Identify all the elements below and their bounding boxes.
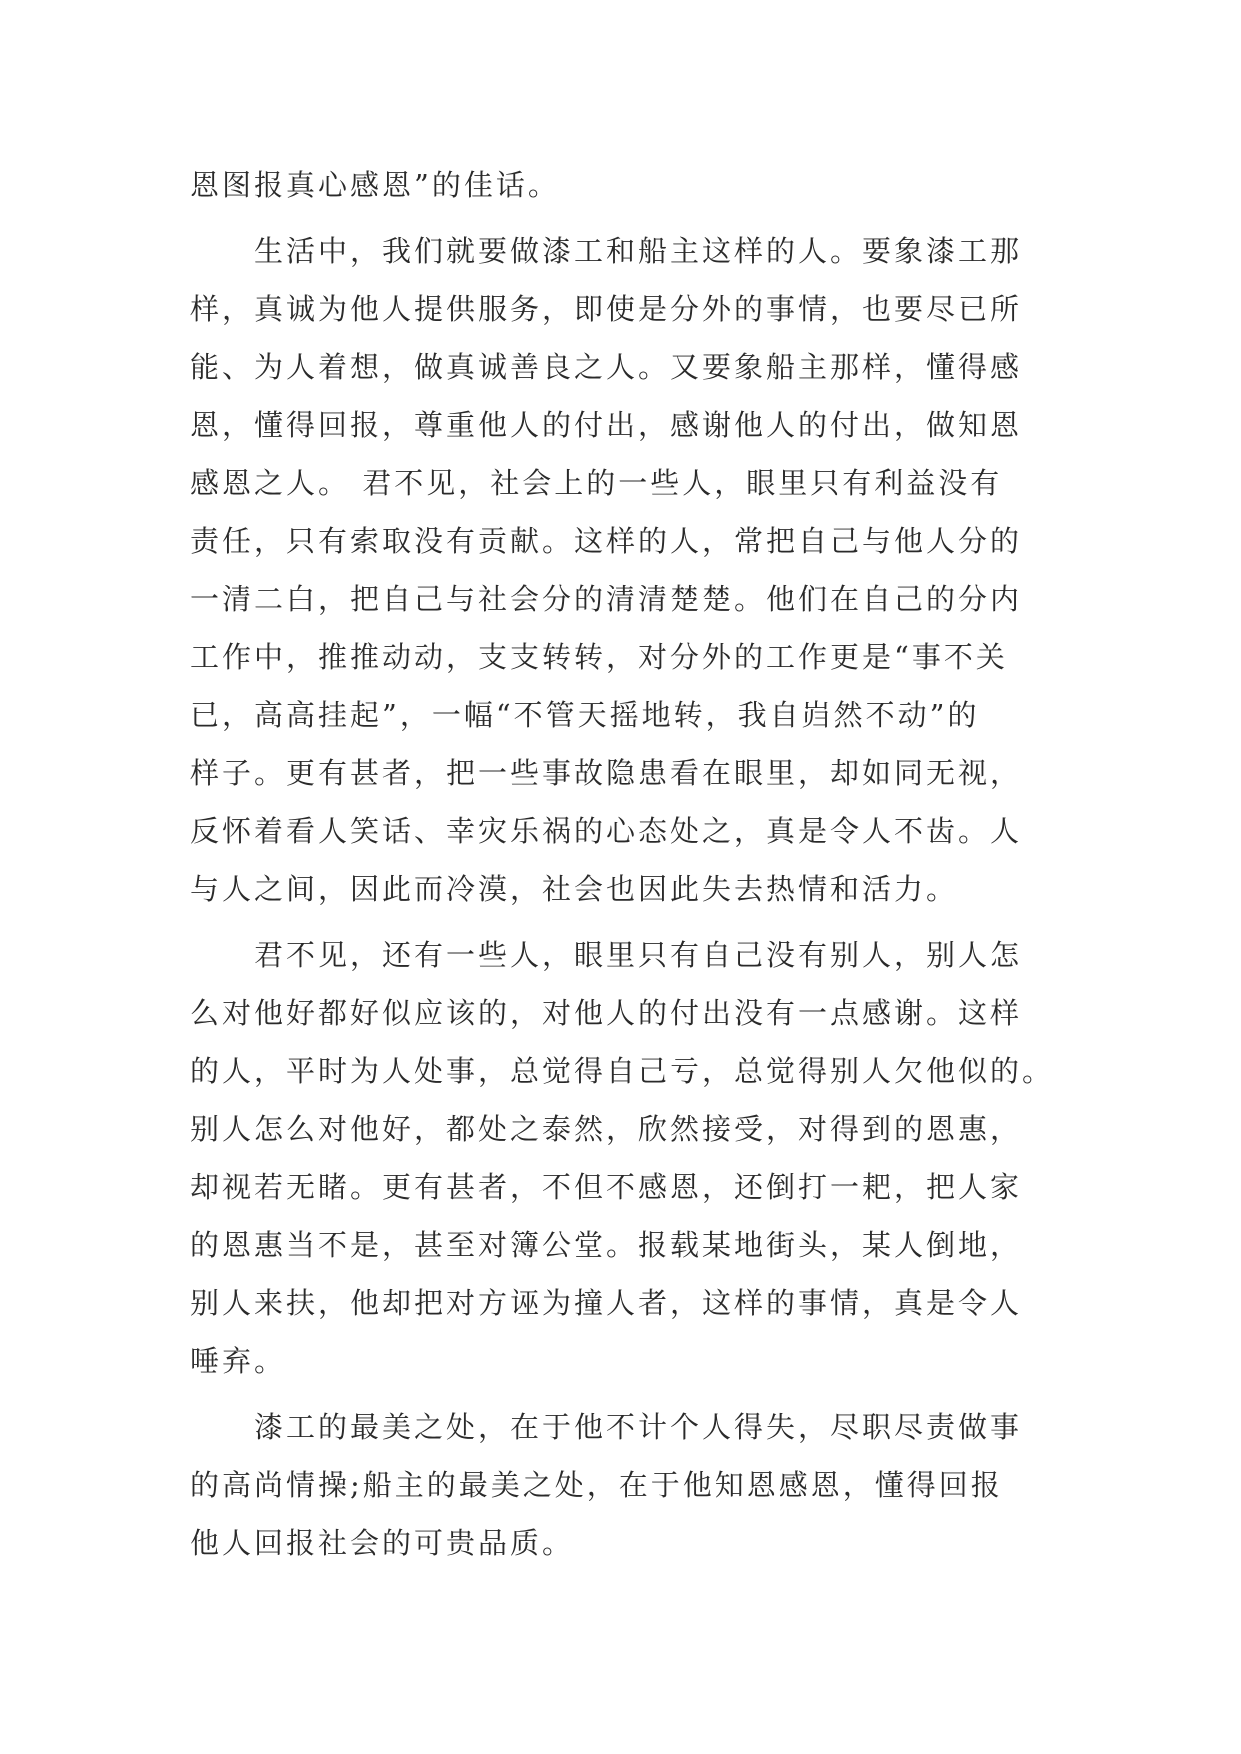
text-line: 别人来扶，他却把对方诬为撞人者，这样的事情，真是令人	[190, 1286, 1023, 1320]
text-line: 样子。更有甚者，把一些事故隐患看在眼里，却如同无视，	[190, 756, 1023, 790]
paragraph	[190, 1398, 1070, 1572]
text-line: 样，真诚为他人提供服务，即使是分外的事情，也要尽已所	[190, 292, 1023, 326]
text-line: 却视若无睹。更有甚者，不但不感恩，还倒打一耙，把人家	[190, 1170, 1023, 1204]
document-body	[190, 156, 1070, 1572]
text-line: 责任，只有索取没有贡献。这样的人，常把自己与他人分的	[190, 524, 1023, 558]
text-line: 已，高高挂起”，一幅“不管天摇地转，我自岿然不动”的	[190, 698, 980, 732]
paragraph	[190, 222, 1070, 918]
text-line: 恩图报真心感恩”的佳话。	[190, 168, 560, 202]
text-line: 么对他好都好似应该的，对他人的付出没有一点感谢。这样	[190, 996, 1023, 1030]
text-line: 唾弃。	[190, 1344, 287, 1378]
text-line: 君不见，还有一些人，眼里只有自己没有别人，别人怎	[254, 938, 1023, 972]
text-line: 一清二白，把自己与社会分的清清楚楚。他们在自己的分内	[190, 582, 1023, 616]
text-line: 与人之间，因此而冷漠，社会也因此失去热情和活力。	[190, 872, 959, 906]
text-line: 漆工的最美之处，在于他不计个人得失，尽职尽责做事	[254, 1410, 1023, 1444]
text-line: 工作中，推推动动，支支转转，对分外的工作更是“事不关	[190, 640, 1008, 674]
text-line: 感恩之人。 君不见，社会上的一些人，眼里只有利益没有	[190, 466, 1003, 500]
text-line: 反怀着看人笑话、幸灾乐祸的心态处之，真是令人不齿。人	[190, 814, 1023, 848]
text-line: 别人怎么对他好，都处之泰然，欣然接受，对得到的恩惠，	[190, 1112, 1023, 1146]
paragraph	[190, 926, 1070, 1390]
text-line: 能、为人着想，做真诚善良之人。又要象船主那样，懂得感	[190, 350, 1023, 384]
text-line: 恩，懂得回报，尊重他人的付出，感谢他人的付出，做知恩	[190, 408, 1023, 442]
text-line: 的人，平时为人处事，总觉得自己亏，总觉得别人欠他似的。	[190, 1054, 1055, 1088]
paragraph	[190, 156, 1070, 214]
text-line: 的恩惠当不是，甚至对簿公堂。报载某地街头，某人倒地，	[190, 1228, 1023, 1262]
text-line: 生活中，我们就要做漆工和船主这样的人。要象漆工那	[254, 234, 1023, 268]
text-line: 他人回报社会的可贵品质。	[190, 1526, 575, 1560]
text-line: 的高尚情操;船主的最美之处，在于他知恩感恩，懂得回报	[190, 1468, 1003, 1502]
